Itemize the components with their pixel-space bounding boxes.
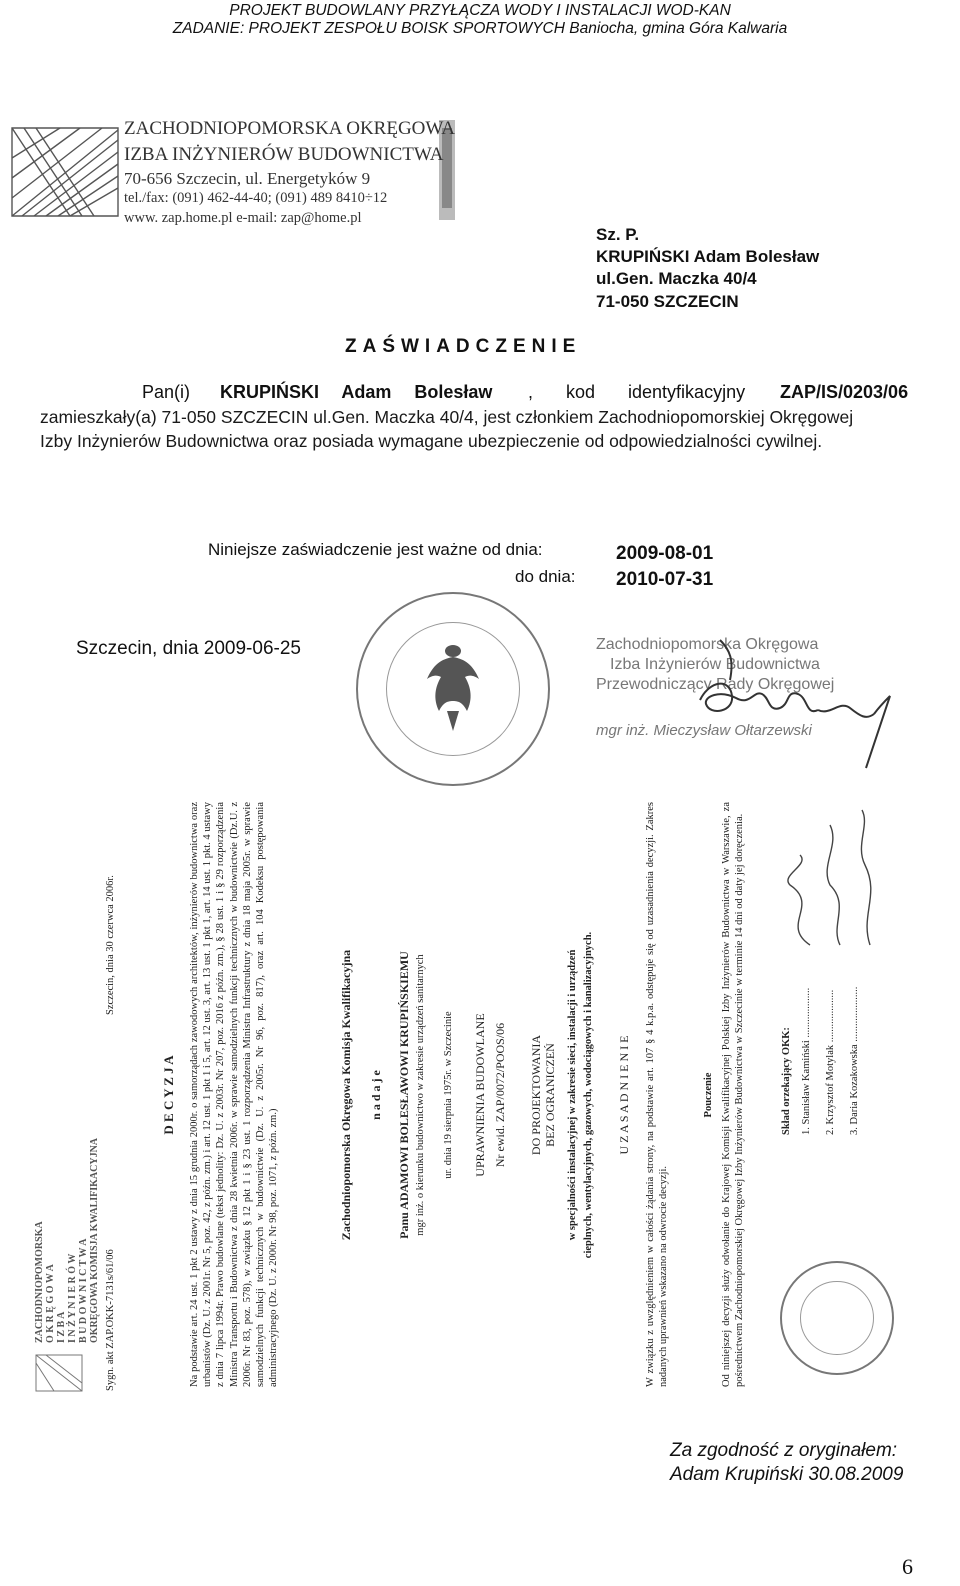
decision-side-1: ZACHODNIOPOMORSKA	[34, 1221, 45, 1343]
certificate-line3: Izby Inżynierów Budownictwa oraz posiada wymagane ubezpieczenie od odpowiedzialności cywilnej.	[40, 431, 823, 451]
decision-notice: Od niniejszej decyzji służy odwołanie do Krajowej Komisji Kwalifikacyjnej Polskiej Izby Inżynierów Budownictwa w Warszawie, za pośrednictwem Zachodniopomorskiej Okręgowej Izby Inżynierów Budownictwa w Szczecinie w terminie 14 dni od daty jej doręczenia.	[721, 802, 746, 1387]
chamber-name-2: IZBA INŻYNIERÓW BUDOWNICTWA	[124, 144, 444, 165]
page-number: 6	[902, 1554, 913, 1579]
decision-notice-title: Pouczenie	[703, 1072, 714, 1118]
pan-label: Pan(i)	[142, 382, 191, 402]
attestation-line2: Adam Krupiński 30.08.2009	[670, 1464, 904, 1485]
decision-ref: Sygn. akt ZAP.OKK-7131s/61/06	[105, 1249, 116, 1391]
decision-panel-title: Skład orzekający OKK:	[781, 1027, 792, 1135]
addressee-line1: Sz. P.	[596, 225, 640, 244]
valid-to-label: do dnia:	[515, 567, 576, 586]
kod-label: , kod identyfikacyjny	[528, 382, 746, 402]
chamber-phone: tel./fax: (091) 462-44-40; (091) 489 8410÷12	[124, 190, 388, 206]
kod-value: ZAP/IS/0203/06	[780, 382, 909, 402]
decision-justification: W związku z uwzględnieniem w całości żądania strony, na podstawie art. 107 § 4 k.p.a. odstępuje się od uzasadnienia decyzji. Zakres nadanych uprawnień wskazano na odwrocie decyzji.	[645, 802, 670, 1387]
decision-commission: Zachodniopomorska Okręgowa Komisja Kwalifikacyjna	[339, 949, 353, 1241]
decision-logo-icon	[34, 1353, 84, 1393]
decision-paragraph: Na podstawie art. 24 ust. 1 pkt 2 ustawy z dnia 15 grudnia 2000r. o samorządach zawodowych architektów, inżynierów budownictwa oraz urbanistów (Dz. U. z 2001r. Nr 5, poz. 42, z późn. zm.) i art. 12 ust. 1 pkt 1 i 5, art. 12 ust. 3, art. 13 ust. 1 pkt 1, art. 14 ust. 1 pkt. 4 ustawy z dnia 7 lipca 1994r. Prawo budowlane (tekst jednolity: Dz. U. z 2003r. Nr 207, poz. 2016 z późn. zm.), § 28 ust. 1 i § 29 rozporządzenia Ministra Transportu i Budownictwa z dnia 28 kwietnia 2006r. w sprawie samodzielnych funkcji technicznych w budownictwie (Dz.U. z 2006r. Nr 83, poz. 578), w związku § 12 pkt 1 i § 23 ust. 1 rozporządzenia Ministra Infrastruktury z dnia 18 maja 2005r. w sprawie samodzielnych funkcji technicznych w budownictwie (Dz. U. z 2005r. Nr 96, poz. 817), oraz art. 104 Kodeksu postępowania administracyjnego (Dz. U. z 2000r. Nr 98, poz. 1071, z późn. zm.)	[189, 802, 280, 1387]
decision-stamp-icon	[780, 1261, 894, 1375]
decision-side-4: I N Ż Y N I E R Ó W	[67, 1253, 78, 1343]
addressee-line2: KRUPIŃSKI Adam Bolesław	[596, 247, 820, 266]
decision-member-1: 1. Stanisław Kamiński ...................	[801, 987, 812, 1135]
chamber-street: 70-656 Szczecin, ul. Energetyków 9	[124, 169, 371, 188]
addressee-line3: ul.Gen. Maczka 40/4	[596, 269, 757, 288]
valid-from-label: Niniejsze zaświadczenie jest ważne od dnia:	[208, 540, 543, 559]
decision-degree: mgr inż. o kierunku budownictwo w zakresie urządzeń sanitarnych	[415, 954, 426, 1236]
decision-member-3: 3. Daria Kozakowska .....................	[849, 986, 860, 1135]
chamber-logo-icon	[10, 118, 122, 218]
decision-side-5: B U D O W N I C T W A	[78, 1238, 89, 1343]
chamber-name: ZACHODNIOPOMORSKA OKRĘGOWA	[124, 118, 455, 139]
decision-scope1: DO PROJEKTOWANIA	[529, 1034, 543, 1156]
valid-to-date: 2010-07-31	[616, 569, 714, 590]
eagle-icon	[413, 639, 493, 735]
decision-spec2: cieplnych, wentylacyjnych, gazowych, wodociągowych i kanalizacyjnych.	[583, 931, 594, 1259]
doc-header-line2: ZADANIE: PROJEKT ZESPOŁU BOISK SPORTOWYCH Baniocha, gmina Góra Kalwaria	[172, 20, 788, 37]
round-stamp-icon	[356, 592, 550, 786]
signature-line1: Zachodniopomorska Okręgowa	[596, 636, 819, 653]
certificate-line2: zamieszkały(a) 71-050 SZCZECIN ul.Gen. Maczka 40/4, jest członkiem Zachodniopomorskiej Okręgowej	[40, 407, 854, 427]
decision-reg: Nr ewid. ZAP/0072/POOS/06	[493, 1022, 507, 1168]
signature-name: mgr inż. Mieczysław Ołtarzewski	[596, 722, 812, 739]
signature-line2: Izba Inżynierów Budownictwa	[610, 656, 820, 673]
certificate-place-date: Szczecin, dnia 2009-06-25	[76, 638, 301, 659]
decision-document	[30, 795, 900, 1395]
decision-title: D E C Y Z J A	[161, 1055, 176, 1135]
handwritten-signature-icon	[690, 620, 900, 770]
valid-from-date: 2009-08-01	[616, 543, 714, 564]
attestation-line1: Za zgodność z oryginałem:	[670, 1440, 898, 1461]
certificate-title: ZAŚWIADCZENIE	[345, 336, 582, 357]
doc-header-line1: PROJEKT BUDOWLANY PRZYŁĄCZA WODY I INSTALACJI WOD-KAN	[229, 2, 731, 19]
decision-recipient: Panu ADAMOWI BOLESŁAWOWI KRUPIŃSKIEMU	[397, 951, 411, 1239]
decision-justification-title: U Z A S A D N I E N I E	[617, 1035, 631, 1155]
decision-side-6: OKRĘGOWA KOMISJA KWALIFIKACYJNA	[89, 1137, 100, 1343]
chamber-web: www. zap.home.pl e-mail: zap@home.pl	[124, 210, 362, 226]
decision-spec1: w specjalności instalacyjnej w zakresie sieci, instalacji i urządzeń	[567, 949, 578, 1241]
addressee-line4: 71-050 SZCZECIN	[596, 292, 739, 311]
decision-place-date: Szczecin, dnia 30 czerwca 2006r.	[105, 875, 116, 1015]
decision-nadaje: n a d a j e	[369, 1070, 383, 1120]
decision-signatures-icon	[770, 805, 890, 955]
decision-born: ur. dnia 19 sierpnia 1975r. w Szczecinie	[443, 1011, 454, 1179]
decision-scope2: BEZ OGRANICZEŃ	[543, 1043, 557, 1147]
signature-line3: Przewodniczący Rady Okręgowej	[596, 676, 835, 693]
decision-member-2: 2. Krzysztof Motylak ....................	[825, 989, 836, 1135]
decision-side-3: I Z B A	[56, 1311, 67, 1343]
decision-side-2: O K R Ę G O W A	[45, 1264, 56, 1343]
certificate-line1	[40, 382, 930, 408]
member-name: KRUPIŃSKI Adam Bolesław	[220, 382, 493, 402]
decision-rights: UPRAWNIENIA BUDOWLANE	[473, 1013, 487, 1177]
